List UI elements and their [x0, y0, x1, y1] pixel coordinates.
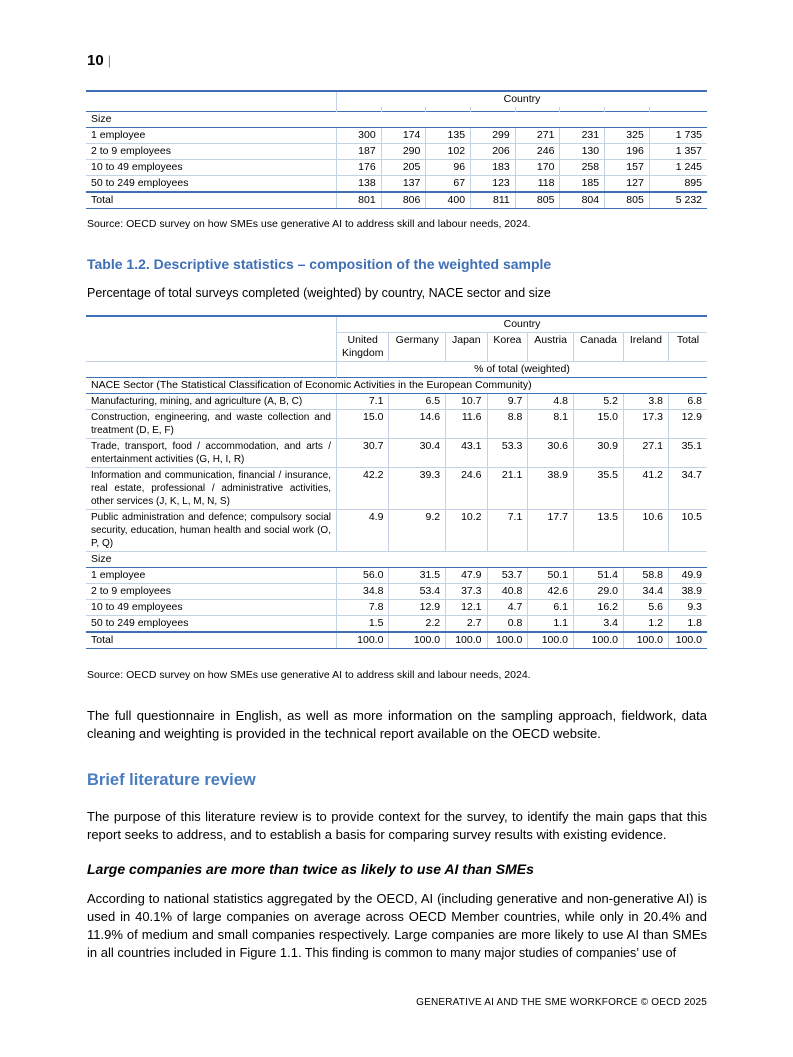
- table-cell: 100.0: [487, 632, 528, 649]
- row-label: 50 to 249 employees: [86, 616, 337, 633]
- table-cell: 1.2: [623, 616, 668, 633]
- table-cell: 51.4: [573, 568, 623, 584]
- row-label: Trade, transport, food / accommodation, and arts / entertainment activities (G, H, I, R): [86, 439, 337, 468]
- table2-nace-header: NACE Sector (The Statistical Classification of Economic Activities in the European Community): [86, 378, 707, 394]
- heading-literature-review: Brief literature review: [87, 771, 256, 789]
- table-cell: 39.3: [389, 468, 446, 510]
- table2-countries-row: [86, 333, 707, 362]
- table-cell: 30.9: [573, 439, 623, 468]
- table-cell: 7.8: [337, 600, 389, 616]
- paragraph-questionnaire: The full questionnaire in English, as well as more information on the sampling approach, fieldwork, data cleaning and weighting is provided in the technical report available on the OECD website.: [87, 708, 707, 741]
- table2-title: Table 1.2. Descriptive statistics – composition of the weighted sample: [87, 256, 552, 272]
- table-cell: 96: [426, 160, 471, 176]
- table-cell: 7.1: [487, 510, 528, 552]
- paragraph-literature-review: The purpose of this literature review is to provide context for the survey, to identify the main gaps that this report seeks to address, and to establish a basis for comparing survey results with existing evidence.: [87, 809, 707, 842]
- table-cell: 100.0: [337, 632, 389, 649]
- table-total-row: [86, 632, 707, 649]
- table-cell: 14.6: [389, 410, 446, 439]
- table-cell: 4.8: [528, 394, 574, 410]
- country-header: United Kingdom: [337, 333, 389, 362]
- row-label: 1 employee: [86, 128, 337, 144]
- country-header: Germany: [389, 333, 446, 362]
- table-cell: 53.7: [487, 568, 528, 584]
- table-cell: 34.8: [337, 584, 389, 600]
- table-cell: 12.9: [668, 410, 707, 439]
- table-cell: 1.8: [668, 616, 707, 633]
- table-cell: 13.5: [573, 510, 623, 552]
- country-header: Canada: [573, 333, 623, 362]
- table-cell: 130: [560, 144, 605, 160]
- table-cell: 4.7: [487, 600, 528, 616]
- table-cell: 118: [515, 176, 560, 193]
- table-cell: 24.6: [446, 468, 487, 510]
- table-cell: 135: [426, 128, 471, 144]
- table-cell: 100.0: [623, 632, 668, 649]
- table-cell: 157: [605, 160, 650, 176]
- table-cell: 400: [426, 192, 471, 209]
- table-cell: 183: [471, 160, 516, 176]
- row-label: 10 to 49 employees: [86, 160, 337, 176]
- table-cell: 299: [471, 128, 516, 144]
- table-cell: 43.1: [446, 439, 487, 468]
- table-cell: 5.2: [573, 394, 623, 410]
- table-cell: 30.6: [528, 439, 574, 468]
- table-cell: 12.1: [446, 600, 487, 616]
- table-cell: 138: [337, 176, 382, 193]
- table-cell: 49.9: [668, 568, 707, 584]
- table-total-row: [86, 192, 707, 209]
- table-cell: 38.9: [528, 468, 574, 510]
- table-cell: 1 735: [649, 128, 707, 144]
- table-cell: 9.2: [389, 510, 446, 552]
- table-cell: 21.1: [487, 468, 528, 510]
- table2-subtitle: Percentage of total surveys completed (weighted) by country, NACE sector and size: [87, 286, 551, 300]
- table-cell: 170: [515, 160, 560, 176]
- heading-large-companies: Large companies are more than twice as likely to use AI than SMEs: [87, 861, 534, 877]
- table-row: [86, 568, 707, 584]
- table-cell: 804: [560, 192, 605, 209]
- row-label: 10 to 49 employees: [86, 600, 337, 616]
- table-cell: 100.0: [668, 632, 707, 649]
- table-cell: 3.8: [623, 394, 668, 410]
- table-cell: 102: [426, 144, 471, 160]
- table-cell: 7.1: [337, 394, 389, 410]
- table-row: [86, 410, 707, 439]
- table-cell: 10.6: [623, 510, 668, 552]
- paragraph-large-companies: [87, 890, 707, 962]
- table-cell: 10.2: [446, 510, 487, 552]
- table-row: [86, 600, 707, 616]
- table-cell: 9.7: [487, 394, 528, 410]
- row-label: Total: [86, 632, 337, 649]
- table-cell: 17.7: [528, 510, 574, 552]
- row-label: 50 to 249 employees: [86, 176, 337, 193]
- table-cell: 805: [605, 192, 650, 209]
- table-cell: 100.0: [573, 632, 623, 649]
- paragraph-large-companies-text: According to national statistics aggregated by the OECD, AI (including generative and non-generative AI) is used in 40.1% of large companies on average across OECD Member countries, while only in 20.4% and 11.9% of medium and small companies respectively. Large companies are more likely to use AI than SMEs in all countries included in Figure 1.1.: [87, 891, 707, 960]
- paragraph-large-companies-continued: This finding is common to many major studies of companies’ use of: [301, 946, 677, 960]
- table-cell: 8.1: [528, 410, 574, 439]
- table-cell: 206: [471, 144, 516, 160]
- country-header: Korea: [487, 333, 528, 362]
- table-cell: 10.7: [446, 394, 487, 410]
- table-cell: 1 245: [649, 160, 707, 176]
- table-row: [86, 144, 707, 160]
- table-cell: 40.8: [487, 584, 528, 600]
- table2-source: Source: OECD survey on how SMEs use generative AI to address skill and labour needs, 2024.: [87, 669, 531, 681]
- table-cell: 895: [649, 176, 707, 193]
- table-cell: 811: [471, 192, 516, 209]
- table-cell: 53.3: [487, 439, 528, 468]
- page-number-separator: |: [107, 53, 112, 68]
- table-cell: 2.7: [446, 616, 487, 633]
- table-cell: 10.5: [668, 510, 707, 552]
- table2-country-header: Country: [337, 316, 708, 333]
- table-cell: 805: [515, 192, 560, 209]
- table-cell: 31.5: [389, 568, 446, 584]
- table-cell: 325: [605, 128, 650, 144]
- table-row: [86, 394, 707, 410]
- table-sample-counts: [86, 90, 707, 209]
- table-cell: 27.1: [623, 439, 668, 468]
- table2-unit: % of total (weighted): [337, 362, 708, 378]
- table-row: [86, 128, 707, 144]
- row-label: 2 to 9 employees: [86, 584, 337, 600]
- row-label: Manufacturing, mining, and agriculture (A, B, C): [86, 394, 337, 410]
- table-cell: 176: [337, 160, 382, 176]
- country-header: Austria: [528, 333, 574, 362]
- table1-size-header: Size: [86, 112, 707, 128]
- table-cell: 6.1: [528, 600, 574, 616]
- page-number: 10 |: [87, 52, 112, 69]
- table-row: [86, 616, 707, 633]
- table-cell: 2.2: [389, 616, 446, 633]
- table-cell: 6.5: [389, 394, 446, 410]
- table-cell: 15.0: [573, 410, 623, 439]
- table-cell: 53.4: [389, 584, 446, 600]
- table-cell: 100.0: [446, 632, 487, 649]
- table-cell: 34.7: [668, 468, 707, 510]
- table-cell: 1 357: [649, 144, 707, 160]
- table-cell: 56.0: [337, 568, 389, 584]
- table-cell: 100.0: [528, 632, 574, 649]
- table-cell: 1.1: [528, 616, 574, 633]
- table1-size-header-row: [86, 112, 707, 128]
- table2-country-header-row: [86, 316, 707, 333]
- table-cell: 0.8: [487, 616, 528, 633]
- table-cell: 6.8: [668, 394, 707, 410]
- row-label: Public administration and defence; compulsory social security, education, human health and social work (O, P, Q): [86, 510, 337, 552]
- table-row: [86, 439, 707, 468]
- table2-nace-header-row: [86, 378, 707, 394]
- table-cell: 30.4: [389, 439, 446, 468]
- table-cell: 4.9: [337, 510, 389, 552]
- table-cell: 187: [337, 144, 382, 160]
- row-label: Total: [86, 192, 337, 209]
- table-cell: 29.0: [573, 584, 623, 600]
- row-label: Information and communication, financial / insurance, real estate, professional / administrative activities, other services (J, K, L, M, N, S): [86, 468, 337, 510]
- table-cell: 205: [381, 160, 426, 176]
- table-cell: 271: [515, 128, 560, 144]
- table-row: [86, 584, 707, 600]
- table2-size-header-row: [86, 552, 707, 568]
- table-cell: 801: [337, 192, 382, 209]
- table1-source: Source: OECD survey on how SMEs use generative AI to address skill and labour needs, 2024.: [87, 218, 531, 230]
- table-cell: 806: [381, 192, 426, 209]
- table-cell: 174: [381, 128, 426, 144]
- table-cell: 37.3: [446, 584, 487, 600]
- table-row: [86, 176, 707, 193]
- table-cell: 50.1: [528, 568, 574, 584]
- table-cell: 67: [426, 176, 471, 193]
- table-cell: 30.7: [337, 439, 389, 468]
- table-cell: 1.5: [337, 616, 389, 633]
- table-cell: 17.3: [623, 410, 668, 439]
- table-cell: 41.2: [623, 468, 668, 510]
- table-cell: 3.4: [573, 616, 623, 633]
- table-cell: 11.6: [446, 410, 487, 439]
- table-cell: 196: [605, 144, 650, 160]
- table-cell: 8.8: [487, 410, 528, 439]
- row-label: 2 to 9 employees: [86, 144, 337, 160]
- table-cell: 290: [381, 144, 426, 160]
- table-row: [86, 510, 707, 552]
- table-cell: 35.5: [573, 468, 623, 510]
- table2-unit-row: [86, 362, 707, 378]
- table-cell: 15.0: [337, 410, 389, 439]
- table-cell: 127: [605, 176, 650, 193]
- country-header: Total: [668, 333, 707, 362]
- table-cell: 137: [381, 176, 426, 193]
- table1-country-header-row: [86, 91, 707, 107]
- table-cell: 42.2: [337, 468, 389, 510]
- page-footer: GENERATIVE AI AND THE SME WORKFORCE © OECD 2025: [416, 997, 707, 1008]
- table-cell: 9.3: [668, 600, 707, 616]
- table-cell: 300: [337, 128, 382, 144]
- row-label: 1 employee: [86, 568, 337, 584]
- table-cell: 35.1: [668, 439, 707, 468]
- table-cell: 42.6: [528, 584, 574, 600]
- table-cell: 5.6: [623, 600, 668, 616]
- table2-size-header: Size: [86, 552, 707, 568]
- table-descriptive-statistics: [86, 315, 707, 649]
- table-row: [86, 160, 707, 176]
- table-cell: 185: [560, 176, 605, 193]
- table-cell: 16.2: [573, 600, 623, 616]
- table1-country-header: Country: [337, 91, 708, 107]
- country-header: Japan: [446, 333, 487, 362]
- row-label: Construction, engineering, and waste collection and treatment (D, E, F): [86, 410, 337, 439]
- table-cell: 123: [471, 176, 516, 193]
- table-cell: 34.4: [623, 584, 668, 600]
- table-cell: 231: [560, 128, 605, 144]
- table-cell: 100.0: [389, 632, 446, 649]
- table-cell: 58.8: [623, 568, 668, 584]
- table-cell: 38.9: [668, 584, 707, 600]
- table-row: [86, 468, 707, 510]
- table-cell: 5 232: [649, 192, 707, 209]
- table-cell: 47.9: [446, 568, 487, 584]
- table-cell: 12.9: [389, 600, 446, 616]
- country-header: Ireland: [623, 333, 668, 362]
- table-cell: 246: [515, 144, 560, 160]
- table-cell: 258: [560, 160, 605, 176]
